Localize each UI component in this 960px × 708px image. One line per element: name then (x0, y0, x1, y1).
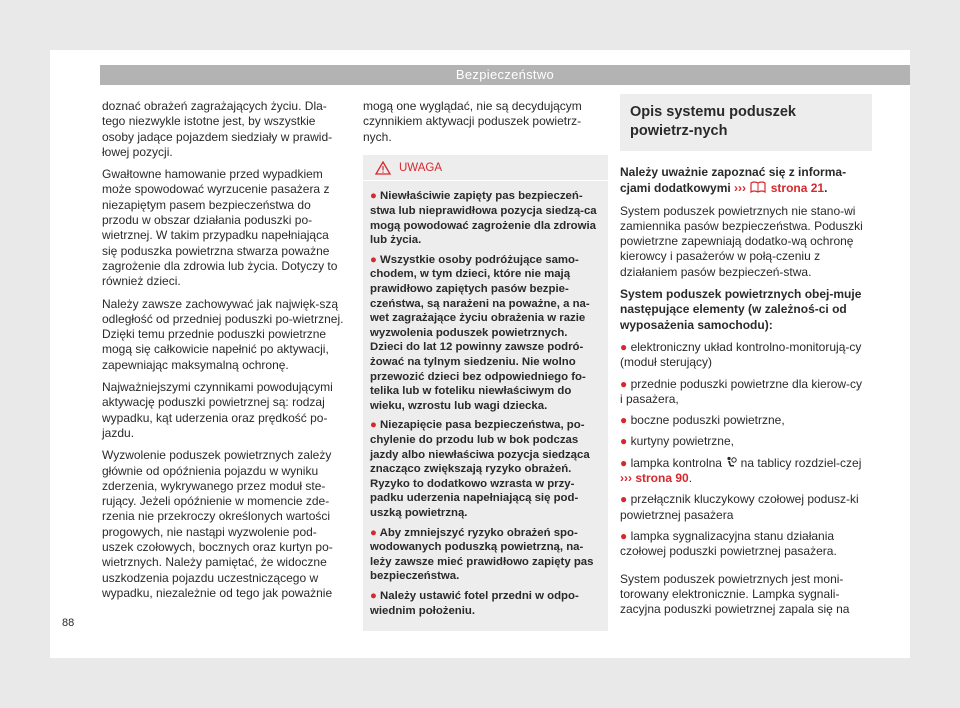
page (50, 50, 910, 658)
bullet: ● (620, 434, 631, 449)
page-header: Bezpieczeństwo (100, 65, 910, 85)
paragraph: Należy zawsze zachowywać jak najwięk-szą odległość od przedniej poduszki po-wietrznej. Dzięki temu przednie poduszki powietrzne mogą się całkowicie napełnić po aktywacji, zapewniając maksymalną ochronę. (102, 296, 344, 372)
link-arrow[interactable]: ››› (620, 471, 632, 486)
bullet: ● (620, 455, 631, 470)
bullet: ● (620, 413, 631, 428)
paragraph: Gwałtowne hamowanie przed wypadkiem może spowodować wyrzucenie pasażera z niezapiętym pasem bezpieczeństwa do przodu w obszar działania poduszki po-wietrznej. W takim przypadku napełniająca się poduszka powietrzna stwarza poważne zagrożenie dla zdrowia lub życia. Dotyczy to również dzieci. (102, 167, 338, 289)
bullet: ● (370, 253, 381, 266)
list-item: ● przełącznik kluczykowy czołowej podusz-ki powietrznej pasażera (620, 492, 859, 522)
page-number: 88 (62, 617, 75, 629)
warning-box (363, 155, 608, 631)
book-icon (749, 180, 767, 194)
list-item: ● lampka kontrolna na tablicy rozdziel-czej ››› strona 90. (620, 455, 862, 486)
column-2 (363, 99, 608, 631)
list-item: ● lampka sygnalizacyjna stanu działania czołowej poduszki powietrznej pasażera. (620, 528, 837, 559)
link-arrow[interactable]: ››› (734, 181, 747, 196)
bullet: ● (370, 419, 381, 432)
column-3 (620, 94, 865, 624)
bullet: ● (620, 492, 631, 507)
list-item: ● elektroniczny układ kontrolno-monitorują-cy (moduł sterujący) (620, 339, 862, 370)
warning-item: ● Wszystkie osoby podróżujące samo-chodem, w tym dzieci, które nie mają prawidłowo zapiętych pasów bezpie-czeństwa, są narażeni na poważne, a na-wet zagrażające życiu obrażenia w razie wyzwolenia poduszek powietrznych. Dzieci do lat 12 powinny zawsze podró-żować na tylnym siedzeniu. Nie wolno przewozić dzieci bez odpowiedniego fo-telika lub w foteliku niewłaściwym do wieku, wzrostu lub wagi dziecka. (370, 253, 590, 412)
list-item: ● boczne poduszki powietrzne, (620, 413, 785, 428)
paragraph: mogą one wyglądać, nie są decydującym czynnikiem aktywacji poduszek powietrz-nych. (363, 99, 582, 144)
bullet: ● (370, 589, 381, 602)
warning-item: ● Niewłaściwie zapięty pas bezpieczeń-stwa lub nieprawidłowa pozycja siedzą-ca mogą powodować zagrożenie dla zdrowia lub życia. (370, 190, 597, 247)
warning-item: ● Aby zmniejszyć ryzyko obrażeń spo-wodowanych poduszką powietrzną, na-leży zawsze mieć prawidłowo zapięty pas bezpieczeństwa. (370, 526, 594, 583)
warning-header (363, 155, 608, 182)
page-link[interactable]: strona 90 (635, 471, 689, 486)
lead-paragraph: Należy uważnie zapoznać się z informa-cjami dodatkowymi ››› strona 21. (620, 165, 847, 196)
list-item: ● kurtyny powietrzne, (620, 434, 734, 449)
airbag-icon (725, 456, 737, 469)
paragraph: System poduszek powietrznych jest moni-torowany elektronicznie. Lampka sygnali-zacyjna poduszki powietrznej zapala się na (620, 571, 850, 617)
bullet: ● (620, 339, 631, 354)
page-link[interactable]: strona 21 (770, 181, 825, 196)
bullet: ● (620, 376, 631, 391)
warning-triangle-icon (375, 161, 391, 175)
warning-item: ● Niezapięcie pasa bezpieczeństwa, po-chylenie do przodu lub w bok podczas jazdy albo niewłaściwa pozycja siedząca znacząco zwiększają ryzyko obrażeń. Ryzyko to dodatkowo wzrasta w przy-padku uderzenia napełniającą się pod-uszką powietrzną. (370, 419, 590, 519)
bullet: ● (620, 528, 631, 543)
paragraph: doznać obrażeń zagrażających życiu. Dla-tego niezwykle istotne jest, by wszystkie osoby jadące pojazdem siedziały w prawid-łowej pozycji. (102, 99, 333, 159)
section-title: Opis systemu poduszek powietrz-nych (620, 94, 872, 151)
warning-item: ● Należy ustawić fotel przedni w odpo-wiednim położeniu. (370, 589, 579, 617)
list-item: ● przednie poduszki powietrzne dla kierow-cy i pasażera, (620, 376, 863, 406)
paragraph: System poduszek powietrznych nie stano-wi zamiennika pasów bezpieczeństwa. Poduszki powietrzne zapewniają dodatko-wą ochronę kierowcy i pasażerów w połą-czeniu z działaniem pasów bezpieczeń-stwa. (620, 203, 863, 279)
bullet: ● (370, 190, 381, 203)
bullet: ● (370, 526, 380, 539)
subheading: System poduszek powietrznych obej-muje następujące elementy (w zależnoś-ci od wyposażenia samochodu): (620, 287, 862, 332)
column-1 (102, 99, 347, 608)
paragraph: Najważniejszymi czynnikami powodującymi aktywację poduszki powietrznej są: rodzaj wypadku, kąt uderzenia oraz prędkość po-jazdu. (102, 380, 333, 440)
paragraph: Wyzwolenie poduszek powietrznych zależy głównie od opóźnienia pojazdu w wyniku zderzenia, wykrywanego przez moduł ste-rujący. Jeżeli opóźnienie w momencie zde-rzenia nie przekroczy określonych wartości progowych, nie nastąpi wyzwolenie pod-uszek czołowych, bocznych oraz kurtyn po-wietrznych. Należy pamiętać, że widoczne uszkodzenia pojazdu uczestniczącego w wypadku, niezależnie od tego jak poważnie (102, 448, 333, 600)
warning-title: UWAGA (399, 161, 443, 174)
